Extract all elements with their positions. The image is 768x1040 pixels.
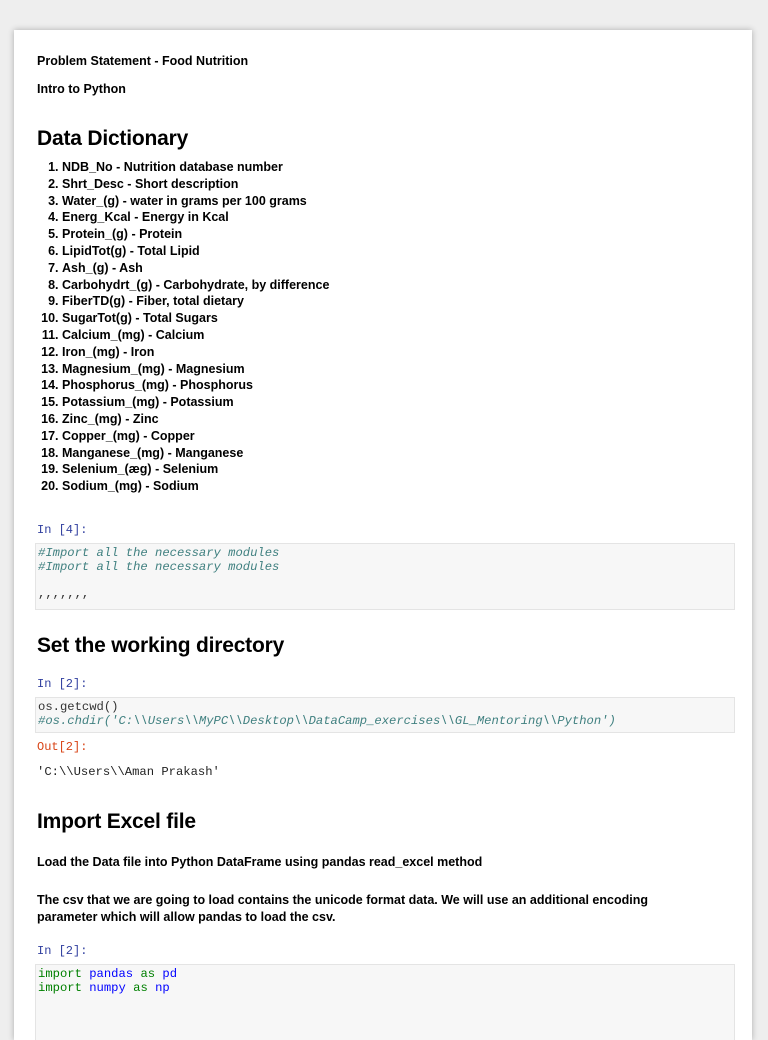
list-item: 10. SugarTot(g) - Total Sugars bbox=[62, 310, 329, 327]
cell-in-prompt: In [2]: bbox=[37, 944, 88, 958]
code-cell-import-libs[interactable] bbox=[35, 964, 735, 1040]
list-item: 18. Manganese_(mg) - Manganese bbox=[62, 445, 329, 462]
list-item: 14. Phosphorus_(mg) - Phosphorus bbox=[62, 377, 329, 394]
list-item: 17. Copper_(mg) - Copper bbox=[62, 428, 329, 445]
working-directory-heading: Set the working directory bbox=[37, 634, 285, 657]
list-item: 5. Protein_(g) - Protein bbox=[62, 226, 329, 243]
list-item: 19. Selenium_(æg) - Selenium bbox=[62, 461, 329, 478]
list-item: 2. Shrt_Desc - Short description bbox=[62, 176, 329, 193]
cell-output: 'C:\\Users\\Aman Prakash' bbox=[37, 765, 220, 779]
keyword: import bbox=[38, 980, 82, 995]
list-item: 7. Ash_(g) - Ash bbox=[62, 260, 329, 277]
keyword: as bbox=[133, 980, 148, 995]
problem-statement: Problem Statement - Food Nutrition bbox=[37, 54, 249, 68]
import-excel-heading: Import Excel file bbox=[37, 810, 196, 833]
encoding-text: The csv that we are going to load contains the unicode format data. We will use an additional encoding parameter which will allow pandas to load the csv. bbox=[37, 893, 648, 924]
list-item: 3. Water_(g) - water in grams per 100 grams bbox=[62, 193, 329, 210]
code-comment: #Import all the necessary modules bbox=[38, 546, 280, 560]
module-name: pandas bbox=[89, 967, 134, 981]
keyword: import bbox=[38, 967, 82, 981]
data-dictionary-list bbox=[37, 159, 329, 495]
cell-in-prompt: In [2]: bbox=[37, 677, 88, 691]
list-item: 12. Iron_(mg) - Iron bbox=[62, 344, 329, 361]
module-name: numpy bbox=[89, 980, 126, 995]
load-data-text: Load the Data file into Python DataFrame using pandas read_excel method bbox=[37, 855, 483, 869]
code-line: os.getcwd() bbox=[38, 700, 119, 714]
keyword: as bbox=[140, 967, 156, 981]
code-comment: #os.chdir('C:\\Users\\MyPC\\Desktop\\DataCamp_exercises\\GL_Mentoring\\Python') bbox=[38, 713, 616, 728]
data-dictionary-heading: Data Dictionary bbox=[37, 127, 189, 150]
notebook-subtitle: Intro to Python bbox=[37, 82, 126, 96]
list-item: 8. Carbohydrt_(g) - Carbohydrate, by difference bbox=[62, 277, 329, 294]
list-item: 6. LipidTot(g) - Total Lipid bbox=[62, 243, 329, 260]
notebook-page bbox=[14, 30, 752, 1040]
list-item: 13. Magnesium_(mg) - Magnesium bbox=[62, 361, 329, 378]
list-item: 4. Energ_Kcal - Energy in Kcal bbox=[62, 209, 329, 226]
list-item: 9. FiberTD(g) - Fiber, total dietary bbox=[62, 293, 329, 310]
cell-in-prompt: In [4]: bbox=[37, 523, 88, 537]
code-line: ,,,,,,, bbox=[38, 587, 90, 602]
list-item: 15. Potassium_(mg) - Potassium bbox=[62, 394, 329, 411]
list-item: 1. NDB_No - Nutrition database number bbox=[62, 159, 329, 176]
list-item: 20. Sodium_(mg) - Sodium bbox=[62, 478, 329, 495]
code-comment: #Import all the necessary modules bbox=[38, 559, 280, 574]
code-cell-imports[interactable] bbox=[35, 543, 735, 610]
list-item: 11. Calcium_(mg) - Calcium bbox=[62, 327, 329, 344]
list-item: 16. Zinc_(mg) - Zinc bbox=[62, 411, 329, 428]
module-alias: np bbox=[155, 980, 170, 995]
module-alias: pd bbox=[162, 967, 178, 981]
code-cell-getcwd[interactable] bbox=[35, 697, 735, 733]
cell-out-prompt: Out[2]: bbox=[37, 740, 88, 754]
